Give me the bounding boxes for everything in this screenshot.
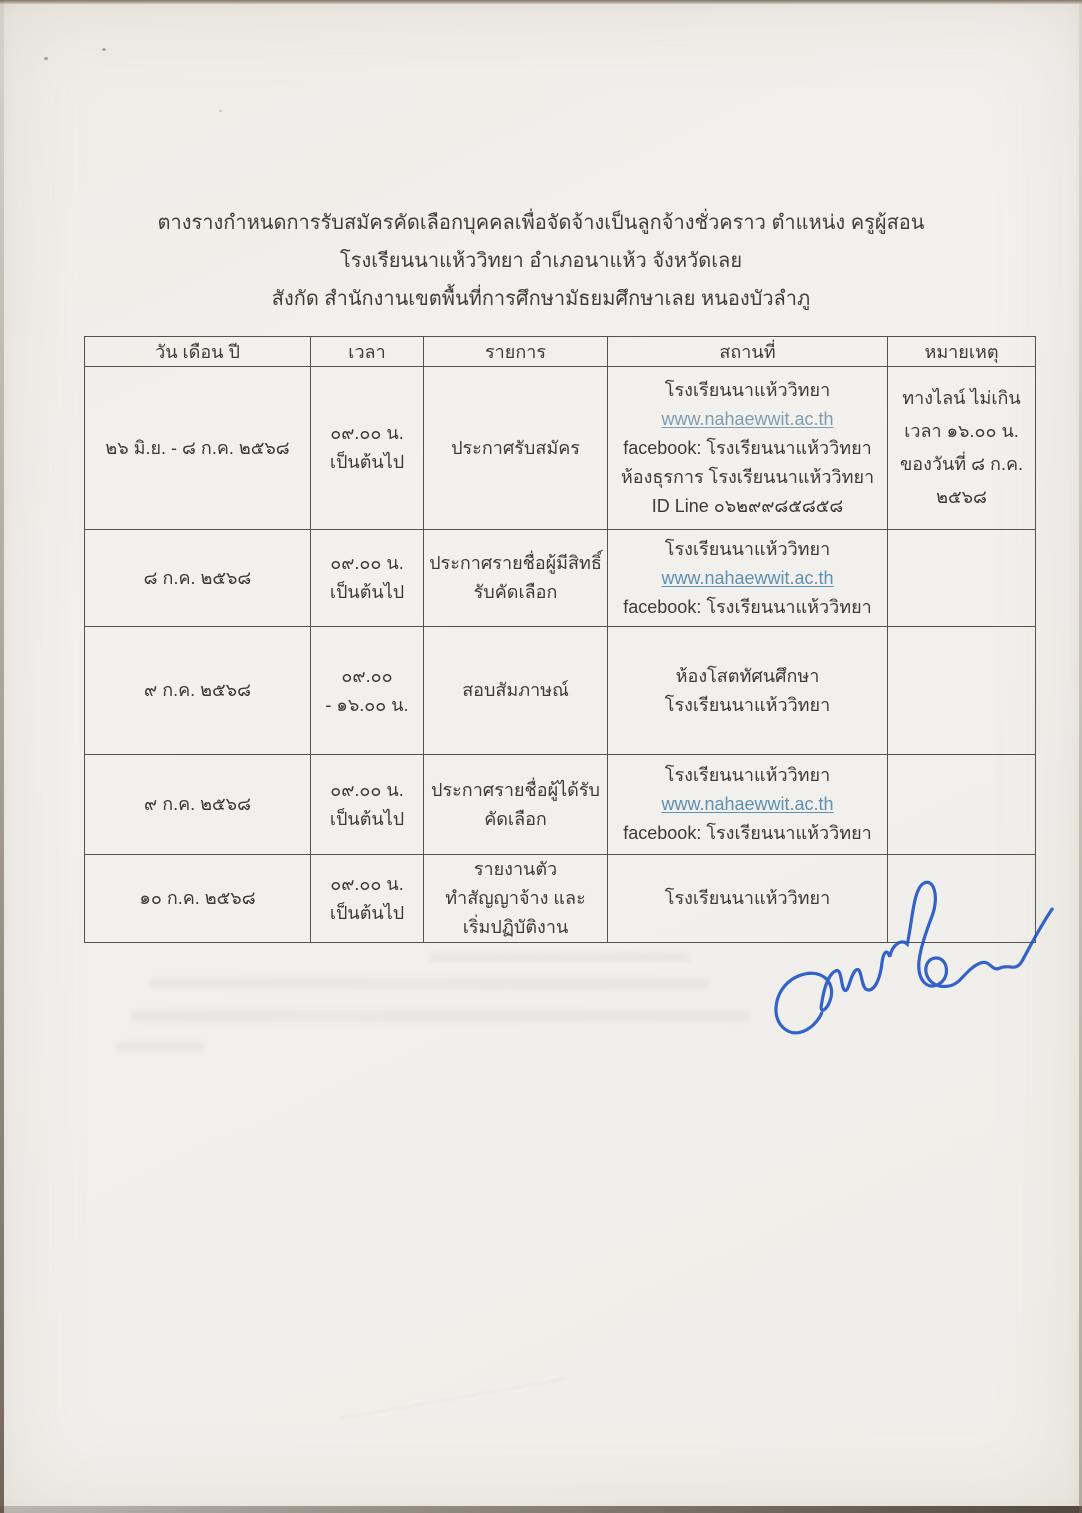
col-header-activity: รายการ: [424, 337, 608, 367]
cell-note: [888, 755, 1036, 855]
text-line: ของวันที่ ๘ ก.ค.: [899, 454, 1023, 474]
text-line: โรงเรียนนาแห้ววิทยา: [664, 379, 831, 400]
text-line: โรงเรียนนาแห้ววิทยา: [664, 538, 831, 559]
ink-bleedthrough: [130, 1010, 750, 1022]
cell-date: [85, 627, 311, 755]
cell-time: [311, 755, 424, 855]
ink-bleedthrough: [430, 952, 690, 962]
cell-activity: [424, 755, 608, 855]
table-row: [85, 530, 1036, 627]
text-line: โรงเรียนนาแห้ววิทยา: [664, 694, 831, 715]
col-header-date: วัน เดือน ปี: [85, 337, 311, 367]
text-line: ทางไลน์ ไม่เกิน: [902, 388, 1021, 408]
text-line: สอบสัมภาษณ์: [462, 680, 569, 700]
cell-date: [85, 530, 311, 627]
text-line: รายงานตัว: [473, 859, 558, 879]
paper-crease: [340, 1378, 567, 1419]
col-header-time: เวลา: [311, 337, 424, 367]
table-row: [85, 367, 1036, 530]
line-id: ID Line ๐๖๒๙๙๘๕๘๕๘: [651, 495, 844, 516]
scan-edge-top: [0, 0, 1082, 4]
text-line: ประกาศรับสมัคร: [451, 437, 580, 458]
table-row: [85, 627, 1036, 755]
text-line: ๑๐ ก.ค. ๒๕๖๘: [139, 888, 256, 908]
text-line: ทำสัญญาจ้าง และ: [445, 888, 586, 908]
text-line: ๐๙.๐๐ น.: [330, 873, 404, 894]
text-line: เป็นต้นไป: [329, 452, 405, 472]
text-line: ๐๙.๐๐ น.: [330, 423, 404, 443]
school-website-url: www.nahaewwit.ac.th: [661, 794, 834, 814]
cell-activity: [424, 855, 608, 943]
text-line: เป็นต้นไป: [329, 808, 405, 829]
ink-bleedthrough: [150, 978, 710, 989]
text-line: เวลา ๑๖.๐๐ น.: [904, 421, 1019, 441]
cell-note: [888, 530, 1036, 627]
cell-location: [608, 627, 888, 755]
doc-title-line-1: ตางรางกำหนดการรับสมัครคัดเลือกบุคคลเพื่อจัดจ้างเป็นลูกจ้างชั่วคราว ตำแหน่ง ครูผู้สอน: [157, 212, 925, 234]
cell-note: [888, 367, 1036, 530]
cell-date: [85, 367, 311, 530]
cell-time: [311, 855, 424, 943]
cell-activity: [424, 627, 608, 755]
cell-note: [888, 627, 1036, 755]
school-website-url: www.nahaewwit.ac.th: [661, 408, 834, 429]
col-header-location: สถานที่: [608, 337, 888, 367]
document-title: [0, 204, 1082, 318]
text-line: facebook: โรงเรียนนาแห้ววิทยา: [623, 596, 872, 617]
cell-activity: [424, 367, 608, 530]
dust-speck: [44, 57, 48, 60]
cell-date: [85, 855, 311, 943]
text-line: ประกาศรายชื่อผู้ได้รับ: [431, 779, 600, 800]
text-line: ๐๙.๐๐ น.: [330, 553, 404, 573]
cell-location: [608, 530, 888, 627]
text-line: รับคัดเลือก: [473, 582, 558, 602]
cell-time: [311, 367, 424, 530]
cell-location: [608, 755, 888, 855]
school-website-url: www.nahaewwit.ac.th: [661, 567, 834, 588]
text-line: เริ่มปฏิบัติงาน: [462, 917, 569, 937]
cell-time: [311, 530, 424, 627]
text-line: ห้องธุรการ โรงเรียนนาแห้ววิทยา: [620, 466, 875, 487]
dust-speck: [102, 48, 106, 51]
cell-date: [85, 755, 311, 855]
cell-time: [311, 627, 424, 755]
text-line: - ๑๖.๐๐ น.: [325, 694, 409, 715]
dust-speck: [219, 110, 222, 112]
cell-activity: [424, 530, 608, 627]
text-line: ๐๙.๐๐: [341, 665, 393, 686]
col-header-note: หมายเหตุ: [888, 337, 1036, 367]
doc-title-line-3: สังกัด สำนักงานเขตพื้นที่การศึกษามัธยมศึกษาเลย หนองบัวลำภู: [271, 288, 811, 310]
ink-bleedthrough: [115, 1042, 205, 1052]
doc-title-line-2: โรงเรียนนาแห้ววิทยา อำเภอนาแห้ว จังหวัดเลย: [339, 250, 743, 272]
scan-edge-bottom: [0, 1506, 1082, 1513]
text-line: คัดเลือก: [484, 808, 547, 829]
text-line: ๘ ก.ค. ๒๕๖๘: [143, 567, 252, 588]
text-line: เป็นต้นไป: [329, 582, 405, 602]
cell-location: [608, 367, 888, 530]
text-line: โรงเรียนนาแห้ววิทยา: [664, 888, 831, 908]
text-line: ๒๖ มิ.ย. - ๘ ก.ค. ๒๕๖๘: [105, 437, 290, 458]
text-line: ห้องโสตทัศนศึกษา: [675, 665, 820, 686]
text-line: facebook: โรงเรียนนาแห้ววิทยา: [623, 437, 872, 458]
text-line: เป็นต้นไป: [329, 902, 405, 923]
table-row: [85, 755, 1036, 855]
text-line: โรงเรียนนาแห้ววิทยา: [664, 765, 831, 785]
text-line: facebook: โรงเรียนนาแห้ววิทยา: [623, 823, 872, 843]
text-line: ประกาศรายชื่อผู้มีสิทธิ์: [429, 553, 602, 573]
text-line: ๐๙.๐๐ น.: [330, 779, 404, 800]
text-line: ๙ ก.ค. ๒๕๖๘: [144, 680, 251, 700]
header-row: [85, 337, 1036, 367]
text-line: ๙ ก.ค. ๒๕๖๘: [144, 794, 251, 814]
signature: [762, 845, 1064, 1055]
text-line: ๒๕๖๘: [936, 487, 987, 507]
